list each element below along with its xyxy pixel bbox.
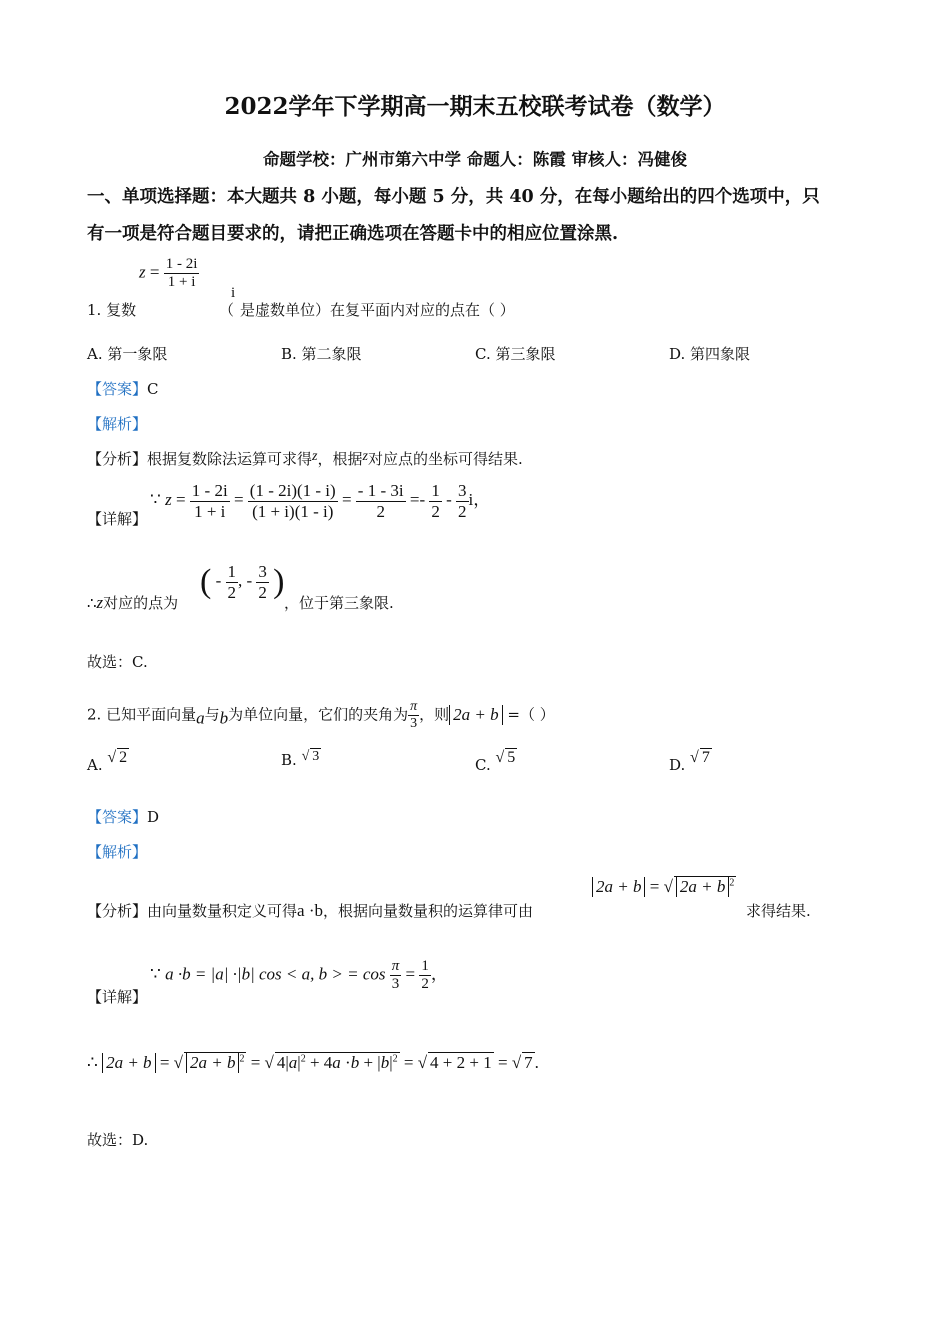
page-title: 2022学年下学期高一期末五校联考试卷（数学） — [224, 93, 726, 120]
q1-option-b: B. 第二象限 — [281, 345, 362, 363]
section-heading-line-1: 一、单项选择题：本大题共 8 小题，每小题 5 分，共 40 分，在每小题给出的四个选项中，只 — [87, 187, 820, 207]
q2-detail-formula: ∵ a ·b = |a| ·|b| cos < a, b > = cos $\frac{\pi}{3}$ = $\frac{1}{2}$ ， — [150, 958, 448, 993]
q2-stem: 2. 已知平面向量a与b为单位向量，它们的夹角为 $\frac{\pi}{3}$ ，则 2a + b =（ ） — [87, 699, 555, 732]
q1-suffix-open: （ — [219, 301, 235, 319]
q2-fenxi-formula: 2a + b = √ 2a + b $^2$ — [592, 876, 736, 897]
q1-detail-label: 【详解】 — [87, 510, 148, 528]
q1-prefix: 1. 复数 — [87, 301, 137, 319]
q1-formula: z = $\frac{1 - 2i}{1 + i}$ — [139, 256, 198, 291]
q1-i-symbol: i — [231, 285, 236, 301]
q1-answer: 【答案】C — [87, 380, 159, 398]
q2-choose: 故选：D. — [87, 1131, 149, 1149]
q2-option-c: C. √ 5 — [475, 749, 516, 774]
q1-point-suffix: ，位于第三象限. — [284, 594, 394, 612]
q2-answer: 【答案】D — [87, 808, 160, 826]
q1-suffix: 是虚数单位）在复平面内对应的点在（ ） — [240, 301, 515, 319]
q2-detail-label: 【详解】 — [87, 988, 148, 1006]
q2-option-d: D. √ 7 — [669, 749, 710, 774]
q1-choose: 故选：C. — [87, 653, 148, 671]
q2-option-b: B. √ 3 — [281, 749, 320, 769]
q2-option-a: A. √ 2 — [87, 749, 128, 774]
q1-fenxi: 【分析】根据复数除法运算可求得z，根据z对应点的坐标可得结果. — [87, 449, 523, 468]
exam-credits: 命题学校：广州市第六中学 命题人：陈霞 审核人：冯健俊 — [263, 150, 687, 169]
q2-fenxi-suffix: 求得结果. — [746, 902, 811, 920]
section-heading-line-2: 有一项是符合题目要求的，请把正确选项在答题卡中的相应位置涂黑. — [87, 224, 619, 244]
q1-point-coords: ( - $\frac{1}{2}$ , - $\frac{3}{2}$ ) — [200, 562, 285, 602]
q1-point-line: ∴z对应的点为 — [87, 593, 179, 612]
q2-fenxi: 【分析】由向量数量积定义可得a ·b，根据向量数量积的运算律可由 — [87, 901, 534, 920]
q1-analysis-label: 【解析】 — [87, 415, 148, 433]
q1-detail-formula: ∵ z = $\frac{1 - 2i}{1 + i}$ = $\frac{(1 - 2i)(1 - i)}{(1 + i)(1 - i)}$ = $\frac{- 1 - 3i}{2}$ =- $\frac{1}{2}$ - $\frac{3}{2}$ i， — [150, 481, 491, 521]
q1-option-c: C. 第三象限 — [475, 345, 556, 363]
q1-option-a: A. 第一象限 — [87, 345, 168, 363]
q1-option-d: D. 第四象限 — [669, 345, 751, 363]
q2-analysis-label: 【解析】 — [87, 843, 148, 861]
q2-detail-result: ∴ 2a + b = √ 2a + b $^2$ = √ $4|a|^2 + 4a \cdot b + |b|^2$ = √ 4 + 2 + 1 = √ 7 . — [87, 1053, 539, 1072]
